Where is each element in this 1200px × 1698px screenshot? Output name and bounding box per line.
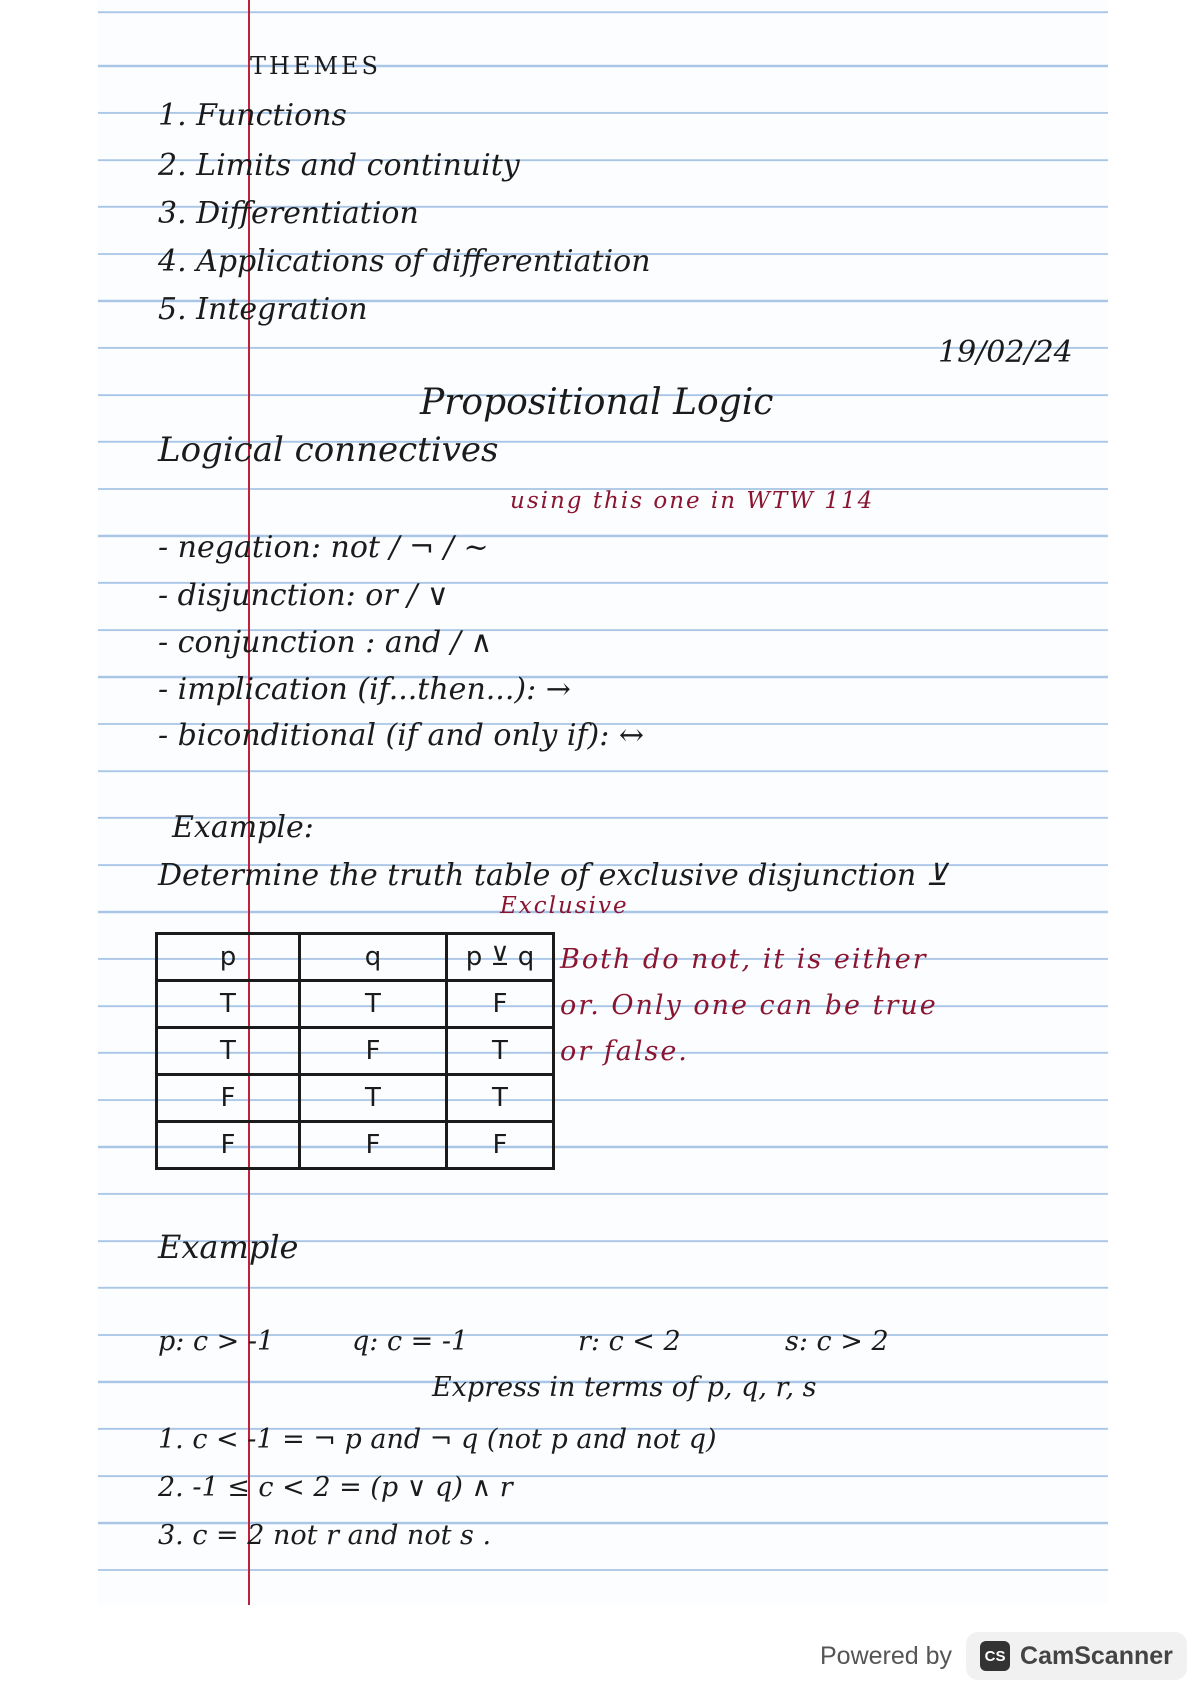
example2-instruction: Express in terms of p, q, r, s: [432, 1372, 817, 1403]
truth-table-header: p ⊻ q: [447, 934, 554, 981]
table-cell: T: [157, 981, 300, 1028]
notebook-page: [98, 0, 1108, 1605]
table-row: [157, 981, 554, 1028]
themes-item-3: 3. Differentiation: [158, 196, 419, 231]
camscanner-logo-icon: CS: [980, 1641, 1010, 1671]
truth-table-header: q: [300, 934, 447, 981]
table-cell: F: [157, 1122, 300, 1169]
example2-label: Example: [158, 1228, 299, 1266]
truth-table-header-row: [157, 934, 554, 981]
table-cell: T: [157, 1028, 300, 1075]
truth-table: [155, 932, 555, 1170]
def-r: r: c < 2: [578, 1326, 681, 1357]
powered-by-text: Powered by: [820, 1641, 953, 1670]
example1-prompt: Determine the truth table of exclusive disjunction ⊻: [158, 858, 948, 893]
table-row: [157, 1122, 554, 1169]
table-cell: T: [447, 1028, 554, 1075]
connective-negation: - negation: not / ¬ / ~: [158, 530, 489, 565]
table-note-line-1: Both do not, it is either: [560, 944, 928, 975]
table-cell: F: [157, 1075, 300, 1122]
date: 19/02/24: [938, 335, 1073, 370]
page-heading: Propositional Logic: [420, 382, 774, 423]
themes-item-2: 2. Limits and continuity: [158, 148, 520, 183]
connective-conjunction: - conjunction : and / ∧: [158, 625, 493, 660]
example2-line-2: 2. -1 ≤ c < 2 = (p ∨ q) ∧ r: [158, 1472, 513, 1503]
connective-disjunction: - disjunction: or / ∨: [158, 578, 449, 613]
table-cell: F: [300, 1028, 447, 1075]
def-q: q: c = -1: [352, 1326, 469, 1357]
example1-label: Example:: [172, 810, 314, 845]
def-p: p: c > -1: [158, 1326, 275, 1357]
table-cell: F: [447, 1122, 554, 1169]
exclusive-annotation: Exclusive: [500, 893, 629, 919]
connectives-title: Logical connectives: [158, 430, 499, 470]
table-cell: T: [300, 981, 447, 1028]
connectives-annotation: using this one in WTW 114: [510, 488, 875, 514]
table-note-line-3: or false.: [560, 1036, 689, 1067]
camscanner-footer: [820, 1632, 1187, 1680]
table-cell: T: [447, 1075, 554, 1122]
table-row: [157, 1028, 554, 1075]
table-cell: T: [300, 1075, 447, 1122]
connective-implication: - implication (if...then...): →: [158, 672, 571, 707]
example2-line-3: 3. c = 2 not r and not s .: [158, 1520, 492, 1551]
themes-item-1: 1. Functions: [158, 98, 347, 133]
table-cell: F: [300, 1122, 447, 1169]
themes-title: THEMES: [250, 52, 381, 80]
def-s: s: c > 2: [785, 1326, 889, 1357]
table-row: [157, 1075, 554, 1122]
table-note-line-2: or. Only one can be true: [560, 990, 938, 1021]
example2-line-1: 1. c < -1 = ¬ p and ¬ q (not p and not q): [158, 1424, 717, 1455]
camscanner-badge: [966, 1632, 1187, 1680]
connective-biconditional: - biconditional (if and only if): ↔: [158, 718, 645, 753]
margin-line: [248, 0, 250, 1605]
themes-item-4: 4. Applications of differentiation: [158, 244, 651, 279]
truth-table-header: p: [157, 934, 300, 981]
table-cell: F: [447, 981, 554, 1028]
camscanner-brand: CamScanner: [1020, 1641, 1173, 1670]
themes-item-5: 5. Integration: [158, 292, 368, 327]
